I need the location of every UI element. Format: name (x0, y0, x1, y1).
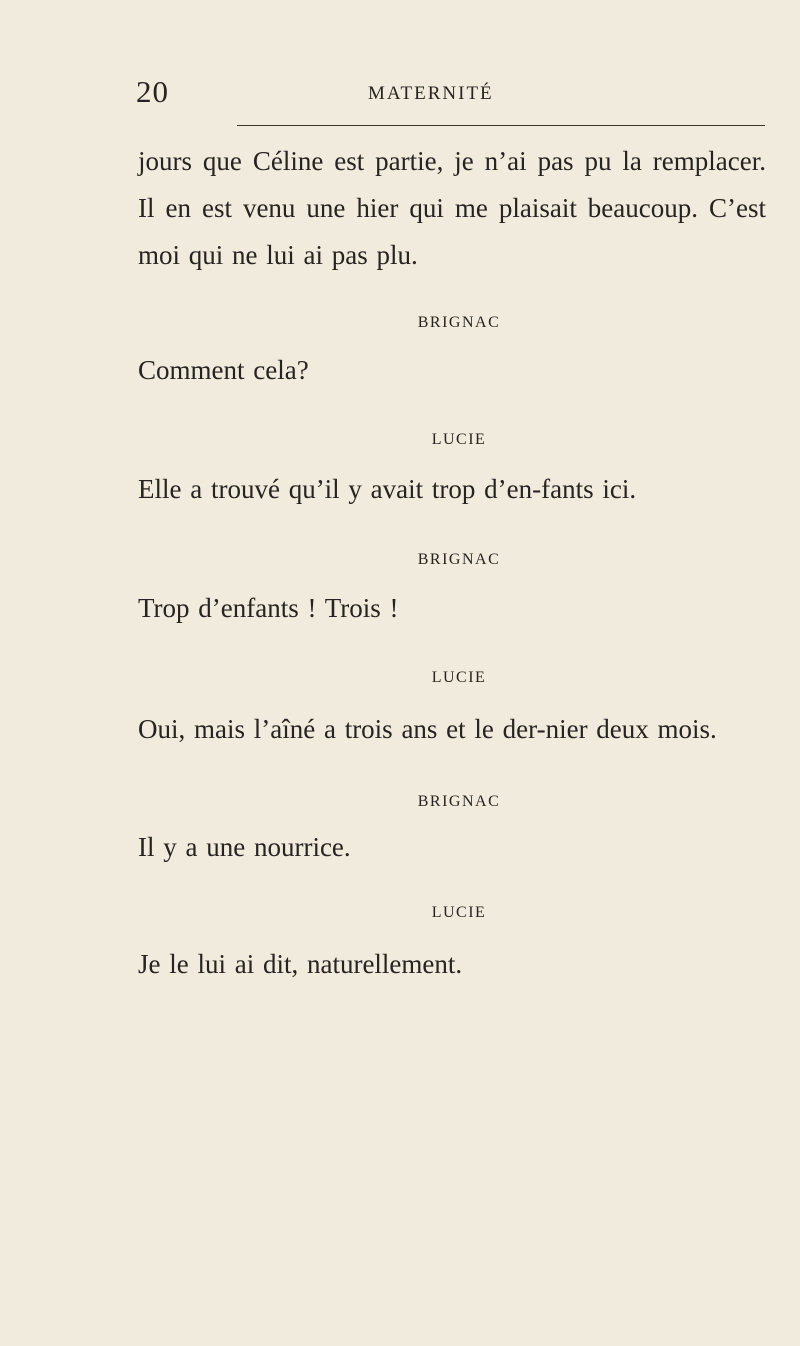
speaker-name: BRIGNAC (417, 314, 501, 331)
speaker-name: BRIGNAC (417, 793, 501, 810)
paragraph: Il y a une nourrice. (138, 832, 351, 862)
speaker-name: BRIGNAC (417, 551, 501, 568)
header-rule (237, 125, 765, 126)
paragraph: Oui, mais l’aîné a trois ans et le der-nier deux mois. (138, 714, 717, 744)
speaker-name: LUCIE (431, 431, 487, 448)
speaker-name: LUCIE (431, 904, 487, 921)
paragraph: Trop d’enfants ! Trois ! (138, 593, 399, 623)
paragraph: jours que Céline est partie, je n’ai pas pu la remplacer. Il en est venu une hier qui me plaisait beaucoup. C’est moi qui ne lui ai pas plu. (138, 146, 766, 270)
dialogue-text (138, 138, 766, 988)
speaker-name: LUCIE (431, 669, 487, 686)
running-head (136, 74, 764, 114)
paragraph: Comment cela? (138, 355, 309, 385)
paragraph: Elle a trouvé qu’il y avait trop d’en-fants ici. (138, 474, 637, 504)
paragraph: Je le lui ai dit, naturellement. (138, 949, 463, 979)
running-title: MATERNITÉ (368, 83, 494, 104)
page-number: 20 (136, 74, 169, 109)
